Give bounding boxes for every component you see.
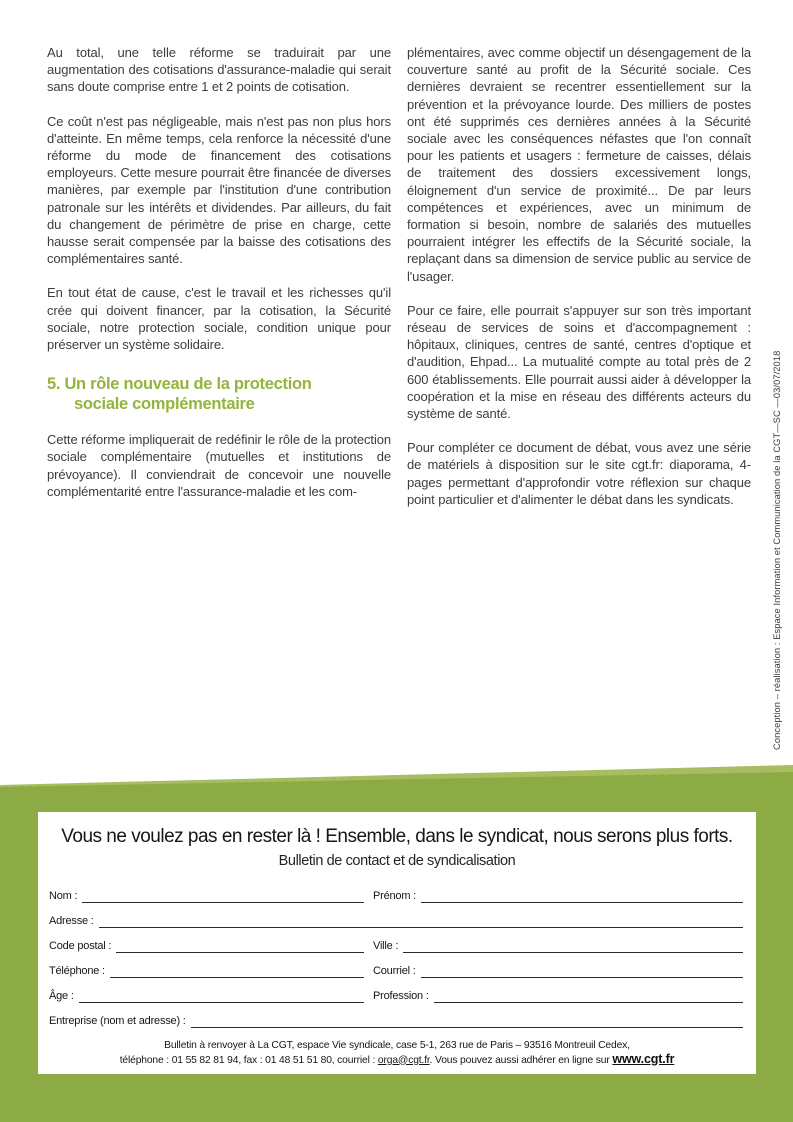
article-body [47, 44, 751, 525]
form-row [49, 889, 743, 903]
ville-field-line [403, 940, 743, 953]
field-nom [49, 889, 364, 903]
form-row [49, 964, 743, 978]
footer-contact-line [38, 1053, 756, 1068]
field-ville [373, 939, 743, 953]
age-label: Âge : [49, 990, 74, 1002]
telephone-field-line [110, 965, 364, 978]
paragraph: Pour compléter ce document de débat, vous avez une série de matériels à disposition sur le site cgt.fr: diaporama, 4-pages permettant d'approfondir votre réflexion sur chaque point particulier et d'alimenter le débat dans les syndicats. [407, 440, 751, 507]
production-credit: Conception – réalisation : Espace Information et Communication de la CGT—SC —03/07/2018 [772, 350, 782, 750]
courriel-label: Courriel : [373, 965, 416, 977]
section-heading-line2: sociale complémentaire [74, 395, 255, 414]
form-subtitle: Bulletin de contact et de syndicalisation [278, 853, 516, 869]
telephone-label: Téléphone : [49, 965, 105, 977]
code-postal-label: Code postal : [49, 940, 112, 952]
adresse-label: Adresse : [49, 915, 94, 927]
footer-contact-middle: . Vous pouvez aussi adhérer en ligne sur [429, 1054, 613, 1066]
profession-field-line [434, 990, 743, 1003]
form-footer [38, 1039, 756, 1067]
form-row [49, 989, 743, 1003]
website-link[interactable]: www.cgt.fr [612, 1051, 675, 1066]
form-row [49, 939, 743, 953]
nom-label: Nom : [49, 890, 78, 902]
profession-label: Profession : [373, 990, 429, 1002]
paragraph: plémentaires, avec comme objectif un désengagement de la couverture santé au profit de la Sécurité sociale. Ces dernières devraient se recentrer essentiellement sur la prévention et la prévoyance lourde. Des milliers de postes ont été supprimés ces dernières années à la Sécurité sociale avec les conséquences néfastes que l'on connaît pour les patients et usagers : fermeture de caisses, délais de traitement des dossiers excessivement longs, éloignement d'un service de proximité... De par leurs compétences et expériences, avec un minimum de formation si besoin, nombre de salariés des mutuelles pourraient intégrer les effectifs de la Sécurité sociale, la replaçant dans sa dimension de service public au service de l'usager. [407, 45, 751, 284]
prenom-label: Prénom : [373, 890, 417, 902]
entreprise-field-line [191, 1015, 743, 1028]
courriel-field-line [421, 965, 743, 978]
field-profession [373, 989, 743, 1003]
form-title: Vous ne voulez pas en rester là ! Ensemble, dans le syndicat, nous serons plus forts. [61, 826, 733, 847]
field-code-postal [49, 939, 364, 953]
age-field-line [79, 990, 364, 1003]
adresse-field-line [99, 915, 743, 928]
field-age [49, 989, 364, 1003]
prenom-field-line [421, 890, 743, 903]
paragraph: En tout état de cause, c'est le travail et les richesses qu'il crée qui doivent financer, par la cotisation, la Sécurité sociale, notre protection sociale, condition unique pour préserver un système solidaire. [47, 285, 391, 353]
field-prenom [373, 889, 743, 903]
field-adresse [49, 914, 743, 928]
membership-form-card [38, 812, 756, 1074]
paragraph: Au total, une telle réforme se traduirait par une augmentation des cotisations d'assurance-maladie qui serait sans doute comprise entre 1 et 2 points de cotisation. [47, 45, 391, 95]
paragraph: Ce coût n'est pas négligeable, mais n'est pas non plus hors d'atteinte. En même temps, cela renforce la nécessité d'une réforme du mode de financement des cotisations employeurs. Cette mesure pourrait être financée de diverses manières, par exemple par l'institution d'une contribution patronale sur les intérêts et dividendes. Par ailleurs, du fait du changement de périmètre de prise en charge, cette hausse serait compensée par la baisse des cotisations des complémentaires santé. [47, 113, 391, 267]
field-entreprise [49, 1014, 743, 1028]
field-courriel [373, 964, 743, 978]
form-row [49, 914, 743, 928]
footer-address-line: Bulletin à renvoyer à La CGT, espace Vie syndicale, case 5-1, 263 rue de Paris – 93516 Montreuil Cedex, [164, 1040, 630, 1051]
field-telephone [49, 964, 364, 978]
form-row [49, 1014, 743, 1028]
entreprise-label: Entreprise (nom et adresse) : [49, 1015, 186, 1027]
section-heading-line1: 5. Un rôle nouveau de la protection [47, 375, 312, 394]
paragraph: Pour ce faire, elle pourrait s'appuyer sur son très important réseau de services de soins et d'accompagnement : hôpitaux, cliniques, centres de santé, centres d'optique et d'audition, Ehpad... La mutualité compte au total près de 2 600 établissements. Elle pourrait aussi aider à développer la coopération et la mise en réseau des différents acteurs du système de santé. [407, 302, 751, 422]
ville-label: Ville : [373, 940, 399, 952]
footer-contact-prefix: téléphone : 01 55 82 81 94, fax : 01 48 51 51 80, courriel : [119, 1054, 378, 1066]
paragraph: Cette réforme impliquerait de redéfinir le rôle de la protection sociale complémentaire (mutuelles et institutions de prévoyance). Il conviendrait de concevoir une nouvelle complémentarité entre l'assurance-maladie et les com- [47, 432, 391, 499]
code-postal-field-line [116, 940, 364, 953]
left-column [47, 44, 391, 525]
right-column [407, 44, 751, 525]
contact-form [49, 889, 743, 1028]
section-heading [47, 374, 391, 414]
nom-field-line [82, 890, 364, 903]
email-link[interactable]: orga@cgt.fr [377, 1054, 430, 1066]
